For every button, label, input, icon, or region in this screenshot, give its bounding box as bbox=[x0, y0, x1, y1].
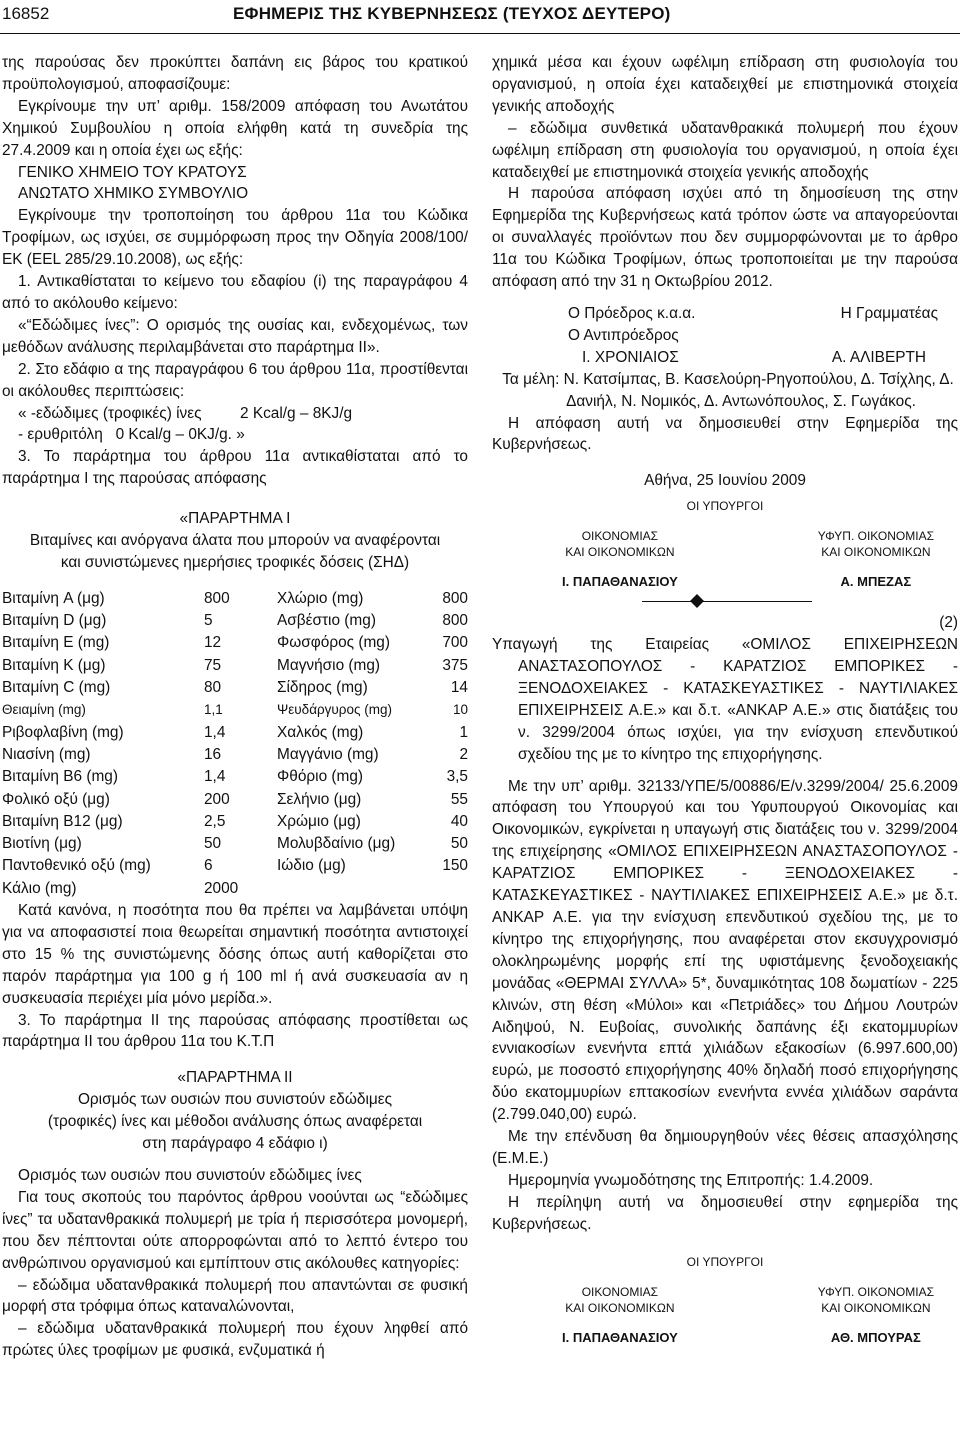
nutrient-value: 10 bbox=[452, 702, 468, 718]
nutrient-name: Βιταμίνη Β6 (mg) bbox=[2, 768, 118, 786]
nutrient-value: 800 bbox=[442, 589, 468, 607]
annex-subtitle: Ορισμός των ουσιών που συνιστούν εδώδιμες (τροφικές) ίνες και μέθοδοι ανάλυσης όπως αναφέρεται στη παράγραφο 4 εδάφιο ι) bbox=[47, 1091, 423, 1153]
paragraph: – εδώδιμα υδατανθρακικά πολυμερή που έχουν ληφθεί από πρώτες ύλες τροφίμων με φυσικά, ενζυματικά ή bbox=[2, 1320, 468, 1360]
sig-president-name: Ι. ΧΡΟΝΙΑΙΟΣ bbox=[582, 348, 679, 366]
paragraph: Η απόφαση αυτή να δημοσιευθεί στην Εφημερίδα της Κυβερνήσεως. bbox=[492, 414, 958, 454]
header-rule bbox=[0, 33, 960, 34]
annex-subtitle: Βιταμίνες και ανόργανα άλατα που μπορούν να αναφέρονται και συνιστώμενες ημερήσιες τροφικές δόσεις (ΣΗΔ) bbox=[29, 532, 441, 571]
paragraph: « -εδώδιμες (τροφικές) ίνες 2 Kcal/g – 8KJ/g bbox=[18, 404, 353, 422]
nutrient-name: Θειαμίνη (mg) bbox=[2, 702, 86, 718]
nutrient-value: 1,4 bbox=[204, 723, 226, 741]
nutrient-value: 200 bbox=[204, 790, 230, 808]
nutrient-name: Βιταμίνη A (μg) bbox=[2, 589, 105, 607]
decision-number: (2) bbox=[939, 614, 958, 632]
nutrient-value: 1,4 bbox=[204, 768, 226, 786]
nutrient-name: Φολικό οξύ (μg) bbox=[2, 790, 110, 808]
nutrient-name: Φθόριο (mg) bbox=[277, 768, 364, 786]
paragraph: Εγκρίνουμε την τροποποίηση του άρθρου 11α του Κώδικα Τροφίμων, ως ισχύει, σε συμμόρφωση προς την Οδηγία 2008/100/ΕΚ (EEL 285/29.10.2008), ως εξής: bbox=[2, 207, 468, 269]
nutrient-table bbox=[2, 588, 468, 900]
minister-name: Ι. ΠΑΠΑΘΑΝΑΣΙΟΥ bbox=[562, 1329, 678, 1345]
paragraph: - ερυθριτόλη 0 Kcal/g – 0KJ/g. » bbox=[18, 426, 245, 444]
paragraph: 1. Αντικαθίσταται το κείμενο του εδαφίου (i) της παραγράφου 4 από το ακόλουθο κείμενο: bbox=[2, 273, 468, 312]
nutrient-value: 1 bbox=[459, 723, 468, 741]
nutrient-name: Χλώριο (mg) bbox=[277, 589, 364, 607]
nutrient-name: Κάλιο (mg) bbox=[2, 879, 77, 897]
minister-name: Α. ΜΠΕΖΑΣ bbox=[840, 574, 912, 590]
nutrient-name: Βιοτίνη (μg) bbox=[2, 835, 82, 853]
nutrient-name: Σελήνιο (μg) bbox=[277, 790, 362, 808]
page-number: 16852 bbox=[2, 4, 50, 23]
diamond-icon bbox=[690, 594, 704, 608]
table-row bbox=[2, 699, 468, 721]
table-row bbox=[2, 722, 468, 744]
nutrient-value: 2 bbox=[459, 745, 468, 763]
ministers-signatures bbox=[492, 528, 958, 590]
nutrient-name: Βιταμίνη D (μg) bbox=[2, 612, 107, 630]
nutrient-value: 5 bbox=[204, 612, 213, 630]
paragraph: Με την επένδυση θα δημιουργηθούν νέες θέσεις απασχόλησης (Ε.Μ.Ε.) bbox=[492, 1128, 958, 1167]
council-signatures bbox=[492, 303, 958, 369]
table-row bbox=[2, 632, 468, 654]
nutrient-value: 2000 bbox=[204, 879, 239, 897]
nutrient-value: 2,5 bbox=[204, 812, 226, 830]
heading-council: ΑΝΩΤΑΤΟ ΧΗΜΙΚΟ ΣΥΜΒΟΥΛΙΟ bbox=[18, 185, 249, 203]
paragraph: της παρούσας δεν προκύπτει δαπάνη εις βάρος του κρατικού προϋπολογισμού, αποφασίζουμε: bbox=[2, 54, 468, 93]
minister-title: ΟΙΚΟΝΟΜΙΑΣ bbox=[581, 529, 659, 544]
nutrient-value: 14 bbox=[450, 679, 468, 697]
council-members: Τα μέλη: Ν. Κατσίμπας, Β. Κασελούρη-Ρηγοπούλου, Δ. Τσίχλης, Δ. Δανιήλ, Ν. Νομικός, Δ. Αντωνόπουλος, Σ. Γωγάκος. bbox=[502, 370, 954, 410]
table-row bbox=[2, 789, 468, 811]
nutrient-name: Μολυβδαίνιο (μg) bbox=[277, 835, 396, 853]
paragraph: – εδώδιμα υδατανθρακικά πολυμερή που απαντώνται σε φυσική μορφή στα τρόφιμα όπως καταναλώνονται, bbox=[2, 1276, 468, 1316]
nutrient-value: 800 bbox=[442, 612, 468, 630]
nutrient-name: Ιώδιο (μg) bbox=[277, 857, 346, 875]
sig-president-label: Ο Πρόεδρος κ.α.α. bbox=[568, 304, 696, 322]
annex-title: «ΠΑΡΑΡΤΗΜΑ ΙΙ bbox=[177, 1069, 293, 1087]
ministers-label: ΟΙ ΥΠΟΥΡΓΟΙ bbox=[686, 499, 764, 514]
paragraph: 2. Στο εδάφιο α της παραγράφου 6 του άρθρου 11α, προστίθενται οι ακόλουθες περιπτώσεις: bbox=[2, 360, 468, 400]
table-row bbox=[2, 655, 468, 677]
nutrient-value: 3,5 bbox=[446, 768, 468, 786]
paragraph: χημικά μέσα και έχουν ωφέλιμη επίδραση στη φυσιολογία του οργανισμού, η οποία έχει καταδειχθεί με επιστημονικά στοιχεία γενικής αποδοχής bbox=[492, 54, 958, 115]
sig-vice-president-label: Ο Αντιπρόεδρος bbox=[568, 326, 679, 344]
nutrient-name: Παντοθενικό οξύ (mg) bbox=[2, 857, 151, 875]
paragraph: Με την υπ’ αριθμ. 32133/ΥΠΕ/5/00886/Ε/ν.3299/2004/ 25.6.2009 απόφαση του Υπουργού και του Υφυπουργού Οικονομίας και Οικονομικών, εγκρίνεται η υπαγωγή στις διατάξεις του ν. 3299/2004 της επιχείρησης «ΟΜΙΛΟΣ ΕΠΙΧΕΙΡΗΣΕΩΝ ΑΝΑΣΤΑΣΟΠΟΥΛΟΣ - ΚΑΡΑΤΖΙΟΣ ΕΜΠΟΡΙΚΕΣ - ΞΕΝΟΔΟΧΕΙΑΚΕΣ - ΚΑΤΑΣΚΕΥΑΣΤΙΚΕΣ - ΝΑΥΤΙΛΙΑΚΕΣ ΕΠΙΧΕΙΡΗΣΕΙΣ Α.Ε.» με δ.τ. ΑΝΚΑΡ Α.Ε. για την ενίσχυση επενδυτικού σχεδίου της, με το κίνητρο της επιχορήγησης, που αναφέρεται στον εκσυγχρονισμό ολοκληρωμένης μορφής επί της υφιστάμενης ξενοδοχειακής μονάδας «ΘΕΡΜΑΙ ΣΥΛΛΑ» 5*, δυναμικότητας 108 δωματίων - 225 κλινών, στη θέση «Μύλοι» και «Πετριάδες» του Δήμου Λουτρών Αιδηψού, Ν. Ευβοίας, συνολικής δαπάνης έξι εκατομμυρίων εννιακοσίων ενενήντα επτά χιλιάδων εξακοσίων (6.997.600,00) ευρώ, με ποσοστό επιχορήγησης 40% δηλαδή ποσό επιχορήγησης δύο εκατομμυρίων επτακοσίων ενενήντα εννέα χιλιάδων σαράντα (2.799.040,00) ευρώ. bbox=[492, 777, 958, 1124]
minister-title: ΚΑΙ ΟΙΚΟΝΟΜΙΚΩΝ bbox=[821, 545, 931, 560]
nutrient-name: Μαγγάνιο (mg) bbox=[277, 745, 379, 763]
paragraph: Ημερομηνία γνωμοδότησης της Επιτροπής: 1.4.2009. bbox=[508, 1171, 874, 1189]
nutrient-value: 375 bbox=[442, 656, 468, 674]
nutrient-value: 75 bbox=[204, 656, 222, 674]
nutrient-name: Βιταμίνη Ε (mg) bbox=[2, 634, 110, 652]
minister-name: ΑΘ. ΜΠΟΥΡΑΣ bbox=[830, 1329, 921, 1345]
paragraph: Ορισμός των ουσιών που συνιστούν εδώδιμες ίνες bbox=[18, 1166, 362, 1184]
nutrient-name bbox=[277, 878, 434, 900]
nutrient-value: 80 bbox=[204, 679, 222, 697]
gazette-title: ΕΦΗΜΕΡΙΣ ΤΗΣ ΚΥΒΕΡΝΗΣΕΩΣ (ΤΕΥΧΟΣ ΔΕΥΤΕΡΟ) bbox=[233, 4, 671, 23]
paragraph: Εγκρίνουμε την υπ’ αριθμ. 158/2009 απόφαση του Ανωτάτου Χημικού Συμβουλίου η οποία ελήφθη κατά τη συνεδρία της 27.4.2009 και η οποία έχει ως εξής: bbox=[2, 97, 468, 159]
table-row bbox=[2, 855, 468, 877]
table-row bbox=[2, 588, 468, 610]
minister-title: ΚΑΙ ΟΙΚΟΝΟΜΙΚΩΝ bbox=[565, 1300, 675, 1315]
table-row bbox=[2, 811, 468, 833]
minister-title: ΚΑΙ ΟΙΚΟΝΟΜΙΚΩΝ bbox=[821, 1300, 931, 1315]
minister-name: Ι. ΠΑΠΑΘΑΝΑΣΙΟΥ bbox=[562, 574, 678, 590]
nutrient-value: 6 bbox=[204, 857, 213, 875]
page-header bbox=[0, 0, 960, 30]
paragraph: Κατά κανόνα, η ποσότητα που θα πρέπει να λαμβάνεται υπόψη για να αποφασιστεί ποια θεωρείται σημαντική ποσότητα αντιστοιχεί στο 15 % της συνιστώμενης δόσης όπως αυτή καθορίζεται στο παρόν παράρτημα για 100 g ή 100 ml ή ανά συσκευασία αν η συσκευασία περιέχει μία μόνο μερίδα.». bbox=[2, 902, 468, 1007]
nutrient-name: Χαλκός (mg) bbox=[277, 723, 364, 741]
nutrient-name: Μαγνήσιο (mg) bbox=[277, 656, 381, 674]
minister-title: ΥΦΥΠ. ΟΙΚΟΝΟΜΙΑΣ bbox=[817, 529, 934, 544]
nutrient-name: Σίδηρος (mg) bbox=[277, 679, 368, 697]
left-column bbox=[2, 52, 468, 1362]
paragraph: «“Εδώδιμες ίνες”: Ο ορισμός της ουσίας και, ενδεχομένως, των μεθόδων ανάλυσης περιλαμβάνεται στο παράρτημα ΙΙ». bbox=[2, 316, 468, 356]
nutrient-value: 150 bbox=[442, 857, 468, 875]
nutrient-name: Ριβοφλαβίνη (mg) bbox=[2, 723, 124, 741]
paragraph: Για τους σκοπούς του παρόντος άρθρου νοούνται ως “εδώδιμες ίνες” τα υδατανθρακικά πολυμερή με τρία ή περισσότερα μονομερή, που δεν πέπτονται ούτε απορροφώνται από το λεπτό έντερο του ανθρώπινου οργανισμού και εμπίπτουν στις ακόλουθες κατηγορίες: bbox=[2, 1188, 468, 1272]
minister-title: ΚΑΙ ΟΙΚΟΝΟΜΙΚΩΝ bbox=[565, 545, 675, 560]
table-row bbox=[2, 677, 468, 699]
heading-agency: ΓΕΝΙΚΟ ΧΗΜΕΙΟ ΤΟΥ ΚΡΑΤΟΥΣ bbox=[18, 163, 247, 181]
nutrient-name: Βιταμίνη Κ (μg) bbox=[2, 656, 106, 674]
paragraph: 3. Το παράρτημα ΙΙ της παρούσας απόφασης προστίθεται ως παράρτημα ΙΙ του άρθρου 11α του Κ.Τ.Π bbox=[2, 1011, 468, 1051]
paragraph: Η παρούσα απόφαση ισχύει από τη δημοσίευση της στην Εφημερίδα της Κυβερνήσεως κατά τρόπον ώστε να απαγορεύονται οι συναλλαγές προϊόντων που δεν συμμορφώνονται με το άρθρο 11α του Κώδικα Τροφίμων, όπως τροποποιείται με την παρούσα απόφαση από την 31 η Οκτωβρίου 2012. bbox=[492, 185, 958, 291]
ministers-signatures bbox=[492, 1284, 958, 1346]
nutrient-value: 1,1 bbox=[204, 702, 223, 718]
nutrient-value: 50 bbox=[204, 835, 222, 853]
minister-title: ΟΙΚΟΝΟΜΙΑΣ bbox=[581, 1284, 659, 1299]
nutrient-value bbox=[434, 878, 468, 900]
sig-secretary-name: Α. ΑΛΙΒΕΡΤΗ bbox=[831, 348, 926, 366]
ministers-label: ΟΙ ΥΠΟΥΡΓΟΙ bbox=[686, 1254, 764, 1269]
nutrient-value: 12 bbox=[204, 634, 222, 652]
nutrient-name: Χρώμιο (μg) bbox=[277, 812, 361, 830]
nutrient-value: 50 bbox=[450, 835, 468, 853]
nutrient-name: Νιασίνη (mg) bbox=[2, 745, 91, 763]
signing-date: Αθήνα, 25 Ιουνίου 2009 bbox=[644, 472, 806, 490]
nutrient-name: Βιταμίνη Β12 (μg) bbox=[2, 812, 123, 830]
paragraph: 3. Το παράρτημα του άρθρου 11α αντικαθίσταται από το παράρτημα Ι της παρούσας απόφασης bbox=[2, 448, 468, 488]
nutrient-name: Ασβέστιο (mg) bbox=[277, 612, 376, 630]
nutrient-value: 40 bbox=[450, 812, 468, 830]
nutrient-value: 800 bbox=[204, 589, 230, 607]
table-row bbox=[2, 744, 468, 766]
paragraph: – εδώδιμα συνθετικά υδατανθρακικά πολυμερή που έχουν ωφέλιμη επίδραση στη φυσιολογία του οργανισμού, η οποία έχει καταδειχθεί με επιστημονικά στοιχεία γενικής αποδοχής bbox=[492, 119, 958, 181]
right-column bbox=[492, 52, 958, 1346]
minister-title: ΥΦΥΠ. ΟΙΚΟΝΟΜΙΑΣ bbox=[817, 1284, 934, 1299]
nutrient-name: Φωσφόρος (mg) bbox=[277, 634, 390, 652]
nutrient-value: 55 bbox=[450, 790, 468, 808]
annex-title: «ΠΑΡΑΡΤΗΜΑ Ι bbox=[179, 510, 291, 528]
table-row bbox=[2, 833, 468, 855]
sig-secretary-label: Η Γραμματέας bbox=[840, 304, 938, 322]
nutrient-value: 700 bbox=[442, 634, 468, 652]
nutrient-name: Ψευδάργυρος (mg) bbox=[277, 702, 393, 718]
nutrient-name: Βιταμίνη C (mg) bbox=[2, 679, 111, 697]
table-row bbox=[2, 610, 468, 632]
table-row bbox=[2, 878, 468, 900]
section-divider bbox=[492, 590, 958, 612]
table-row bbox=[2, 766, 468, 788]
nutrient-value: 16 bbox=[204, 745, 222, 763]
decision-title: Υπαγωγή της Εταιρείας «ΟΜΙΛΟΣ ΕΠΙΧΕΙΡΗΣΕΩΝ ΑΝΑΣΤΑΣΟΠΟΥΛΟΣ - ΚΑΡΑΤΖΙΟΣ ΕΜΠΟΡΙΚΕΣ - ΞΕΝΟΔΟΧΕΙΑΚΕΣ - ΚΑΤΑΣΚΕΥΑΣΤΙΚΕΣ - ΝΑΥΤΙΛΙΑΚΕΣ ΕΠΙΧΕΙΡΗΣΕΙΣ Α.Ε.» και δ.τ. «ΑΝΚΑΡ Α.Ε.» στις διατάξεις του ν. 3299/2004 όπως ισχύει, για την ενίσχυση επενδυτικού σχεδίου της με το κίνητρο της επιχορήγησης. bbox=[492, 636, 958, 763]
paragraph: Η περίληψη αυτή να δημοσιευθεί στην εφημερίδα της Κυβερνήσεως. bbox=[492, 1193, 958, 1233]
